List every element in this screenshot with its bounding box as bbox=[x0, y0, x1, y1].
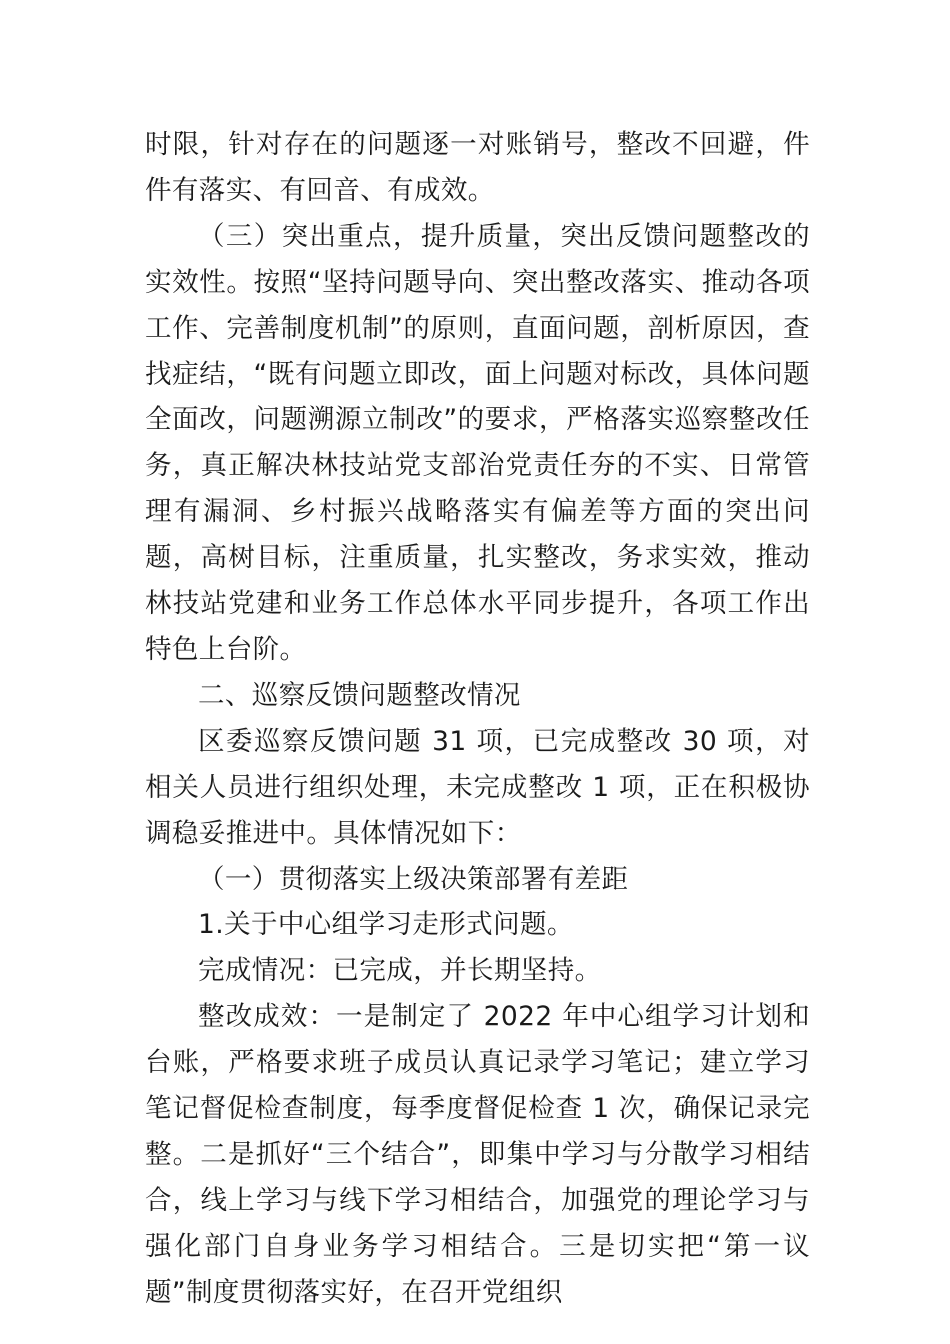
document-body bbox=[145, 122, 810, 1316]
item-heading-1: 1.关于中心组学习走形式问题。 bbox=[198, 909, 574, 941]
completion-status: 完成情况：已完成，并长期坚持。 bbox=[198, 955, 602, 987]
paragraph-summary: 区委巡察反馈问题 31 项，已完成整改 30 项，对相关人员进行组织处理，未完成整改 1 项，正在积极协调稳妥推进中。具体情况如下： bbox=[145, 725, 810, 849]
subsection-heading-one: （一）贯彻落实上级决策部署有差距 bbox=[198, 863, 629, 895]
section-heading-two: 二、巡察反馈问题整改情况 bbox=[198, 679, 521, 711]
paragraph-section-three: （三）突出重点，提升质量，突出反馈问题整改的实效性。按照“坚持问题导向、突出整改落实、推动各项工作、完善制度机制”的原则，直面问题，剖析原因，查找症结，“既有问题立即改，面上问题对标改，具体问题全面改，问题溯源立制改”的要求，严格落实巡察整改任务，真正解决林技站党支部治党责任夯的不实、日常管理有漏洞、乡村振兴战略落实有偏差等方面的突出问题，高树目标，注重质量，扎实整改，务求实效，推动林技站党建和业务工作总体水平同步提升，各项工作出特色上台阶。 bbox=[145, 220, 810, 665]
rectification-results: 整改成效：一是制定了 2022 年中心组学习计划和台账，严格要求班子成员认真记录学习笔记；建立学习笔记督促检查制度，每季度督促检查 1 次，确保记录完整。二是抓好“三个结合”，即集中学习与分散学习相结合，线上学习与线下学习相结合，加强党的理论学习与强化部门自身业务学习相结合。三是切实把“第一议题”制度贯彻落实好，在召开党组织 bbox=[145, 1001, 810, 1308]
paragraph-continuation: 时限，针对存在的问题逐一对账销号，整改不回避，件件有落实、有回音、有成效。 bbox=[145, 129, 810, 206]
